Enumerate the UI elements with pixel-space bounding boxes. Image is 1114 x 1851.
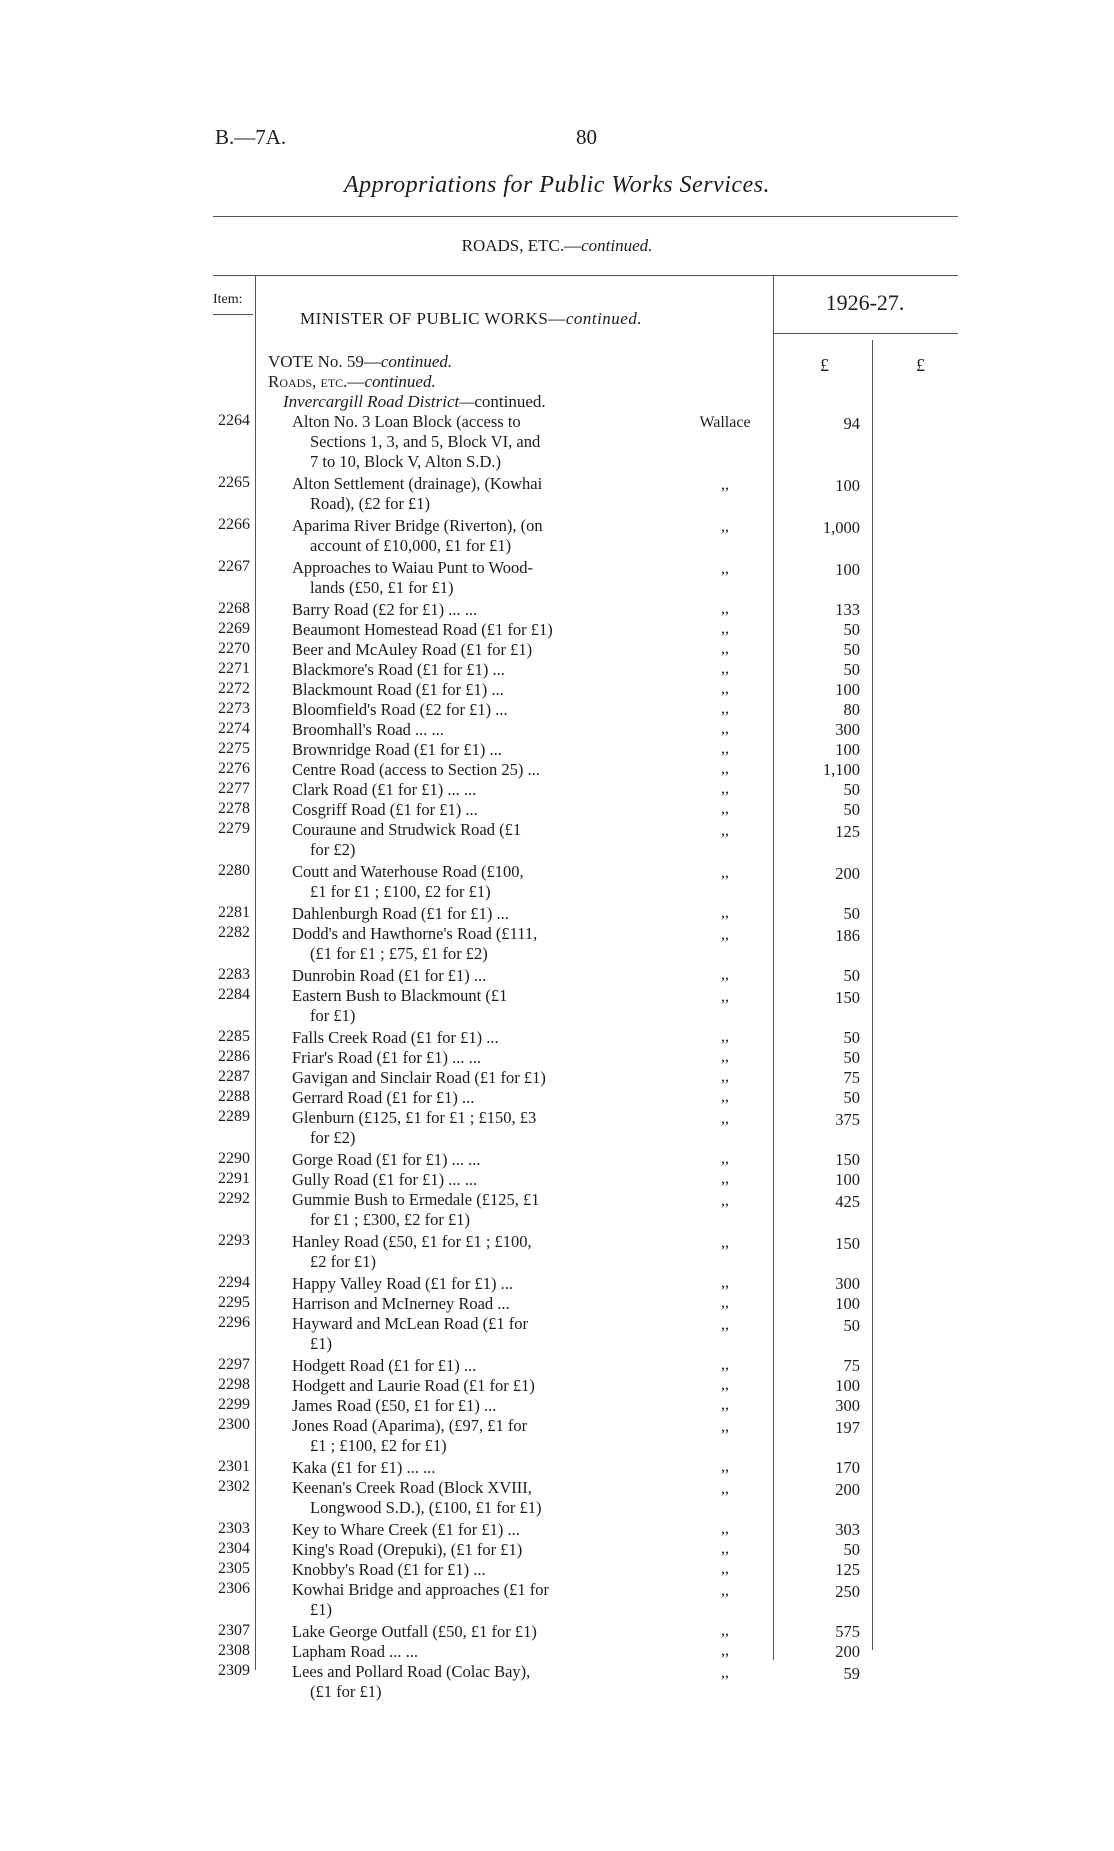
item-amount: 1,000: [822, 518, 860, 537]
item-description: [292, 1356, 632, 1376]
item-amount: 50: [843, 1048, 860, 1067]
item-number: 2288: [218, 1088, 250, 1105]
item-description: [292, 1294, 632, 1314]
item-location: ,,: [721, 518, 729, 535]
item-description-line: Sections 1, 3, and 5, Block VI, and: [310, 432, 541, 451]
item-amount: 1,100: [822, 760, 860, 779]
item-description: [292, 1088, 632, 1108]
item-number: 2294: [218, 1274, 250, 1291]
item-location: ,,: [721, 1582, 729, 1599]
item-description-line: Alton No. 3 Loan Block (access to: [292, 412, 521, 431]
section-heading: [0, 236, 1114, 256]
title-rule: [213, 216, 958, 217]
item-number: 2277: [218, 780, 250, 797]
item-amount: 50: [843, 1316, 860, 1335]
item-number: 2300: [218, 1416, 250, 1433]
item-amount: 200: [835, 1642, 860, 1661]
item-amount: 575: [835, 1622, 860, 1641]
item-description-line: Falls Creek Road (£1 for £1) ...: [292, 1028, 499, 1047]
item-amount: 59: [843, 1664, 860, 1683]
item-number: 2274: [218, 720, 250, 737]
item-description: [292, 1520, 632, 1540]
item-description: [292, 820, 632, 860]
item-location: ,,: [721, 1664, 729, 1681]
district-subheading: [283, 392, 546, 412]
item-number: 2292: [218, 1190, 250, 1207]
item-location: ,,: [721, 1458, 729, 1475]
item-location: ,,: [721, 926, 729, 943]
item-location: ,,: [721, 1622, 729, 1639]
item-description-line: £1 for £1 ; £100, £2 for £1): [310, 882, 491, 901]
item-description: [292, 780, 632, 800]
item-number: 2309: [218, 1662, 250, 1679]
item-location: ,,: [721, 680, 729, 697]
item-number: 2289: [218, 1108, 250, 1125]
item-description-line: Gully Road (£1 for £1) ... ...: [292, 1170, 478, 1189]
table-top-rule: [213, 275, 958, 276]
item-amount: 50: [843, 780, 860, 799]
item-description: [292, 800, 632, 820]
item-amount: 50: [843, 904, 860, 923]
item-description-line: Jones Road (Aparima), (£97, £1 for: [292, 1416, 528, 1435]
item-description: [292, 680, 632, 700]
item-amount: 50: [843, 966, 860, 985]
item-number: 2267: [218, 558, 250, 575]
item-description: [292, 1580, 632, 1620]
section-heading-text: ROADS, ETC.—: [461, 236, 582, 255]
item-description-line: for £1): [310, 1006, 356, 1025]
item-description: [292, 1108, 632, 1148]
item-number: 2305: [218, 1560, 250, 1577]
item-location: ,,: [721, 1028, 729, 1045]
item-location: ,,: [721, 966, 729, 983]
roads-subheading-text: Roads, etc.—: [268, 372, 365, 391]
item-description-line: Road), (£2 for £1): [310, 494, 431, 513]
item-description-line: James Road (£50, £1 for £1) ...: [292, 1396, 497, 1415]
item-description: [292, 1376, 632, 1396]
item-description: [292, 966, 632, 986]
item-location: ,,: [721, 1418, 729, 1435]
item-location: ,,: [721, 600, 729, 617]
item-amount: 50: [843, 660, 860, 679]
item-location: ,,: [721, 640, 729, 657]
item-number: 2283: [218, 966, 250, 983]
item-description: [292, 600, 632, 620]
item-amount: 425: [835, 1192, 860, 1211]
item-description-line: Happy Valley Road (£1 for £1) ...: [292, 1274, 514, 1293]
location-column-rule: [773, 275, 774, 1660]
item-description: [292, 924, 632, 964]
item-location: ,,: [721, 1480, 729, 1497]
item-amount: 170: [835, 1458, 860, 1477]
item-column-header: Item:: [213, 292, 243, 307]
item-description-line: Gummie Bush to Ermedale (£125, £1: [292, 1190, 540, 1209]
item-description-line: Bloomfield's Road (£2 for £1) ...: [292, 700, 508, 719]
item-description-line: Alton Settlement (drainage), (Kowhai: [292, 474, 543, 493]
item-number: 2282: [218, 924, 250, 941]
item-description-line: Barry Road (£2 for £1) ... ...: [292, 600, 478, 619]
item-description-line: Hodgett Road (£1 for £1) ...: [292, 1356, 477, 1375]
item-description: [292, 1478, 632, 1518]
item-description: [292, 1170, 632, 1190]
item-location: ,,: [721, 1294, 729, 1311]
item-description-line: Harrison and McInerney Road ...: [292, 1294, 510, 1313]
item-description-line: £1): [310, 1334, 332, 1353]
item-description: [292, 1028, 632, 1048]
item-description-line: (£1 for £1): [310, 1682, 382, 1701]
item-description-line: Dodd's and Hawthorne's Road (£111,: [292, 924, 538, 943]
item-number: 2302: [218, 1478, 250, 1495]
item-amount: 250: [835, 1582, 860, 1601]
item-amount: 50: [843, 1028, 860, 1047]
item-amount: 50: [843, 800, 860, 819]
item-description-line: Hanley Road (£50, £1 for £1 ; £100,: [292, 1232, 532, 1251]
item-location: ,,: [721, 760, 729, 777]
item-description-line: Blackmore's Road (£1 for £1) ...: [292, 660, 505, 679]
item-description-line: Hodgett and Laurie Road (£1 for £1): [292, 1376, 535, 1395]
item-number: 2304: [218, 1540, 250, 1557]
item-description: [292, 1150, 632, 1170]
item-description-line: Longwood S.D.), (£100, £1 for £1): [310, 1498, 542, 1517]
item-number: 2303: [218, 1520, 250, 1537]
item-location: ,,: [721, 864, 729, 881]
item-description-line: £2 for £1): [310, 1252, 376, 1271]
item-description: [292, 1274, 632, 1294]
item-header-rule: [213, 314, 253, 315]
item-description-line: Broomhall's Road ... ...: [292, 720, 444, 739]
item-description: [292, 1396, 632, 1416]
item-amount: 125: [835, 822, 860, 841]
item-number: 2268: [218, 600, 250, 617]
item-description-line: Hayward and McLean Road (£1 for: [292, 1314, 528, 1333]
item-description: [292, 660, 632, 680]
minister-heading-text: MINISTER OF PUBLIC WORKS—: [300, 309, 566, 328]
item-amount: 133: [835, 600, 860, 619]
item-number: 2307: [218, 1622, 250, 1639]
page-title: Appropriations for Public Works Services.: [343, 172, 771, 198]
item-number: 2299: [218, 1396, 250, 1413]
item-amount: 200: [835, 1480, 860, 1499]
item-description-line: for £2): [310, 1128, 356, 1147]
item-description: [292, 740, 632, 760]
item-location: ,,: [721, 1560, 729, 1577]
item-amount: 300: [835, 1274, 860, 1293]
item-number: 2281: [218, 904, 250, 921]
item-description: [292, 986, 632, 1026]
item-amount: 100: [835, 1170, 860, 1189]
item-description-line: Key to Whare Creek (£1 for £1) ...: [292, 1520, 520, 1539]
item-location: ,,: [721, 1520, 729, 1537]
item-description-line: Eastern Bush to Blackmount (£1: [292, 986, 508, 1005]
item-description: [292, 1416, 632, 1456]
item-location: ,,: [721, 800, 729, 817]
item-description-line: Gerrard Road (£1 for £1) ...: [292, 1088, 475, 1107]
item-number: 2284: [218, 986, 250, 1003]
item-amount: 300: [835, 720, 860, 739]
item-description-line: Beaumont Homestead Road (£1 for £1): [292, 620, 553, 639]
item-description-line: Gorge Road (£1 for £1) ... ...: [292, 1150, 481, 1169]
item-number: 2280: [218, 862, 250, 879]
item-number: 2276: [218, 760, 250, 777]
item-location: ,,: [721, 476, 729, 493]
item-number: 2296: [218, 1314, 250, 1331]
item-number: 2270: [218, 640, 250, 657]
item-description-line: Kaka (£1 for £1) ... ...: [292, 1458, 436, 1477]
item-description-line: Glenburn (£125, £1 for £1 ; £150, £3: [292, 1108, 537, 1127]
item-location: ,,: [721, 660, 729, 677]
item-amount: 94: [843, 414, 860, 433]
item-location: ,,: [721, 1396, 729, 1413]
column1-unit: £: [820, 355, 829, 375]
item-description-line: lands (£50, £1 for £1): [310, 578, 454, 597]
item-number: 2266: [218, 516, 250, 533]
district-subheading-text: Invercargill Road District—: [283, 392, 475, 411]
item-description-line: Blackmount Road (£1 for £1) ...: [292, 680, 504, 699]
item-location: ,,: [721, 1068, 729, 1085]
item-amount: 197: [835, 1418, 860, 1437]
item-number: 2308: [218, 1642, 250, 1659]
item-description-line: King's Road (Orepuki), (£1 for £1): [292, 1540, 523, 1559]
item-number: 2279: [218, 820, 250, 837]
item-amount: 50: [843, 640, 860, 659]
item-description: [292, 1560, 632, 1580]
item-location: ,,: [721, 780, 729, 797]
item-location: ,,: [721, 740, 729, 757]
item-number: 2265: [218, 474, 250, 491]
district-subheading-continued: continued.: [474, 392, 546, 411]
item-amount: 50: [843, 1088, 860, 1107]
item-description: [292, 1662, 632, 1702]
minister-heading-continued: continued.: [565, 309, 643, 328]
item-number: 2278: [218, 800, 250, 817]
item-location: ,,: [721, 1170, 729, 1187]
item-amount: 150: [835, 988, 860, 1007]
item-amount: 100: [835, 1294, 860, 1313]
item-description: [292, 1232, 632, 1272]
item-description-line: for £2): [310, 840, 356, 859]
item-number: 2293: [218, 1232, 250, 1249]
item-amount: 200: [835, 864, 860, 883]
minister-heading: [300, 309, 642, 329]
item-description: [292, 904, 632, 924]
item-number: 2264: [218, 412, 250, 429]
item-location: ,,: [721, 620, 729, 637]
section-heading-continued: continued.: [581, 236, 653, 255]
roads-subheading: [268, 372, 436, 392]
item-number: 2285: [218, 1028, 250, 1045]
item-description-line: Couraune and Strudwick Road (£1: [292, 820, 522, 839]
item-number: 2290: [218, 1150, 250, 1167]
item-description: [292, 1540, 632, 1560]
item-amount: 50: [843, 1540, 860, 1559]
item-number: 2272: [218, 680, 250, 697]
item-location: ,,: [721, 560, 729, 577]
item-description: [292, 516, 632, 556]
item-description: [292, 412, 632, 472]
item-description: [292, 1048, 632, 1068]
item-location: ,,: [721, 1540, 729, 1557]
item-number: 2286: [218, 1048, 250, 1065]
item-number: 2306: [218, 1580, 250, 1597]
item-number: 2295: [218, 1294, 250, 1311]
item-description-line: for £1 ; £300, £2 for £1): [310, 1210, 470, 1229]
page-reference: B.—7A.: [215, 125, 287, 149]
item-description-line: 7 to 10, Block V, Alton S.D.): [310, 452, 501, 471]
page-number: 80: [576, 125, 597, 149]
item-description-line: (£1 for £1 ; £75, £1 for £2): [310, 944, 488, 963]
item-amount: 300: [835, 1396, 860, 1415]
item-amount: 186: [835, 926, 860, 945]
item-description-line: Aparima River Bridge (Riverton), (on: [292, 516, 543, 535]
item-description-line: Cosgriff Road (£1 for £1) ...: [292, 800, 478, 819]
vote-heading: [268, 352, 452, 372]
item-amount: 100: [835, 740, 860, 759]
item-location: ,,: [721, 1376, 729, 1393]
item-location: ,,: [721, 822, 729, 839]
item-number: 2287: [218, 1068, 250, 1085]
item-location: ,,: [721, 904, 729, 921]
item-description-line: Dahlenburgh Road (£1 for £1) ...: [292, 904, 509, 923]
item-description-line: Friar's Road (£1 for £1) ... ...: [292, 1048, 482, 1067]
item-description: [292, 1622, 632, 1642]
item-description-line: Beer and McAuley Road (£1 for £1): [292, 640, 533, 659]
item-number: 2297: [218, 1356, 250, 1373]
item-location: ,,: [721, 1356, 729, 1373]
item-description-line: Approaches to Waiau Punt to Wood-: [292, 558, 533, 577]
item-description-line: Coutt and Waterhouse Road (£100,: [292, 862, 524, 881]
item-amount: 100: [835, 680, 860, 699]
item-number: 2298: [218, 1376, 250, 1393]
item-location: ,,: [721, 1150, 729, 1167]
item-description: [292, 1642, 632, 1662]
item-description-line: Keenan's Creek Road (Block XVIII,: [292, 1478, 532, 1497]
item-location: ,,: [721, 1088, 729, 1105]
item-description-line: Brownridge Road (£1 for £1) ...: [292, 740, 502, 759]
item-number: 2275: [218, 740, 250, 757]
item-description: [292, 720, 632, 740]
item-amount: 100: [835, 560, 860, 579]
item-description-line: Gavigan and Sinclair Road (£1 for £1): [292, 1068, 546, 1087]
item-description: [292, 640, 632, 660]
item-amount: 100: [835, 476, 860, 495]
item-description-line: account of £10,000, £1 for £1): [310, 536, 512, 555]
item-description: [292, 1314, 632, 1354]
item-amount: 100: [835, 1376, 860, 1395]
item-description: [292, 1458, 632, 1478]
item-location: ,,: [721, 700, 729, 717]
item-amount: 150: [835, 1150, 860, 1169]
item-description: [292, 620, 632, 640]
item-amount: 375: [835, 1110, 860, 1129]
vote-heading-continued: continued.: [380, 352, 453, 371]
item-description: [292, 760, 632, 780]
item-amount: 75: [843, 1068, 860, 1087]
item-amount: 75: [843, 1356, 860, 1375]
item-location: ,,: [721, 1316, 729, 1333]
roads-subheading-continued: continued.: [364, 372, 436, 391]
item-location: ,,: [721, 1048, 729, 1065]
item-description: [292, 862, 632, 902]
item-description-line: £1 ; £100, £2 for £1): [310, 1436, 447, 1455]
item-description-line: Lees and Pollard Road (Colac Bay),: [292, 1662, 531, 1681]
item-number: 2301: [218, 1458, 250, 1475]
item-number: 2269: [218, 620, 250, 637]
item-amount: 80: [843, 700, 860, 719]
item-number: 2273: [218, 700, 250, 717]
item-amount: 150: [835, 1234, 860, 1253]
item-description: [292, 700, 632, 720]
item-amount: 303: [835, 1520, 860, 1539]
item-location: ,,: [721, 1110, 729, 1127]
item-location: ,,: [721, 1642, 729, 1659]
item-column-rule: [255, 275, 256, 1670]
item-amount: 125: [835, 1560, 860, 1579]
item-location: ,,: [721, 1274, 729, 1291]
item-description-line: Clark Road (£1 for £1) ... ...: [292, 780, 477, 799]
item-description: [292, 1068, 632, 1088]
vote-heading-text: VOTE No. 59—: [268, 352, 381, 371]
item-amount: 50: [843, 620, 860, 639]
item-description-line: Knobby's Road (£1 for £1) ...: [292, 1560, 486, 1579]
item-description: [292, 1190, 632, 1230]
item-description-line: Lake George Outfall (£50, £1 for £1): [292, 1622, 537, 1641]
year-heading: 1926-27.: [825, 290, 905, 315]
item-location: Wallace: [699, 414, 751, 431]
item-description-line: Dunrobin Road (£1 for £1) ...: [292, 966, 487, 985]
amount-column-rule: [872, 340, 873, 1650]
item-location: ,,: [721, 1192, 729, 1209]
item-location: ,,: [721, 1234, 729, 1251]
item-description-line: Centre Road (access to Section 25) ...: [292, 760, 540, 779]
item-description: [292, 558, 632, 598]
year-rule: [773, 333, 958, 334]
item-description-line: £1): [310, 1600, 332, 1619]
item-description-line: Lapham Road ... ...: [292, 1642, 419, 1661]
item-description-line: Kowhai Bridge and approaches (£1 for: [292, 1580, 550, 1599]
item-location: ,,: [721, 988, 729, 1005]
column2-unit: £: [916, 355, 925, 375]
item-location: ,,: [721, 720, 729, 737]
item-number: 2291: [218, 1170, 250, 1187]
item-number: 2271: [218, 660, 250, 677]
item-description: [292, 474, 632, 514]
